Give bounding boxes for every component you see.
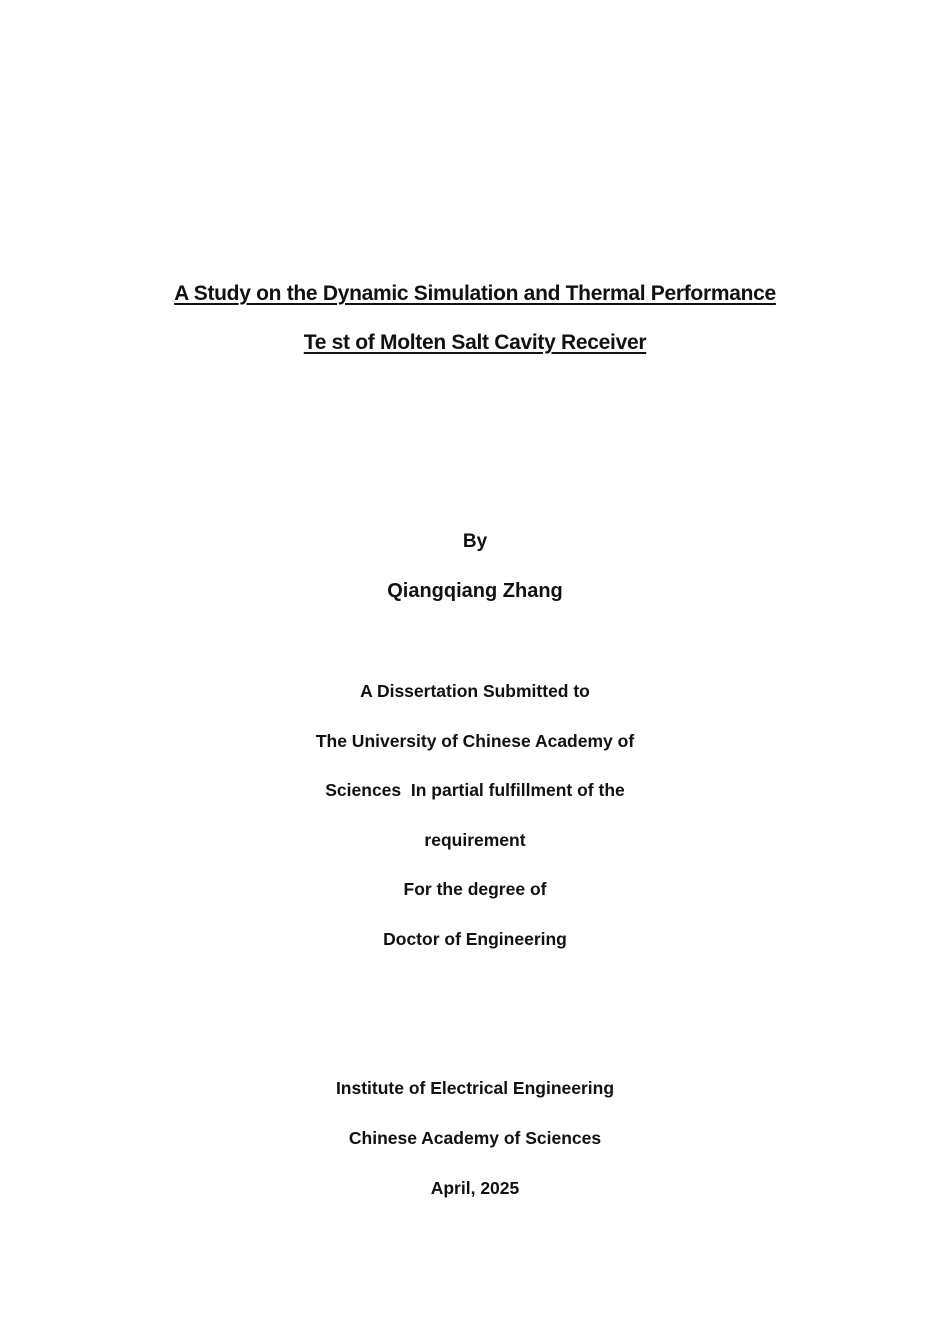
author-name: Qiangqiang Zhang (387, 580, 563, 602)
title-line-1: A Study on the Dynamic Simulation and Thermal Performance (174, 282, 776, 305)
submission-line-1: A Dissertation Submitted to (360, 681, 590, 701)
by-label: By (462, 531, 488, 552)
academy-name: Chinese Academy of Sciences (348, 1128, 602, 1148)
submission-line-3: Sciences In partial fulfillment of the (325, 780, 625, 800)
title-line-2: Te st of Molten Salt Cavity Receiver (303, 331, 647, 354)
submission-line-2: The University of Chinese Academy of (315, 731, 635, 751)
degree-label: For the degree of (403, 879, 547, 899)
submission-date: April, 2025 (430, 1178, 520, 1198)
degree-name: Doctor of Engineering (383, 929, 567, 949)
institute-name: Institute of Electrical Engineering (335, 1078, 615, 1098)
submission-line-4: requirement (424, 830, 526, 850)
